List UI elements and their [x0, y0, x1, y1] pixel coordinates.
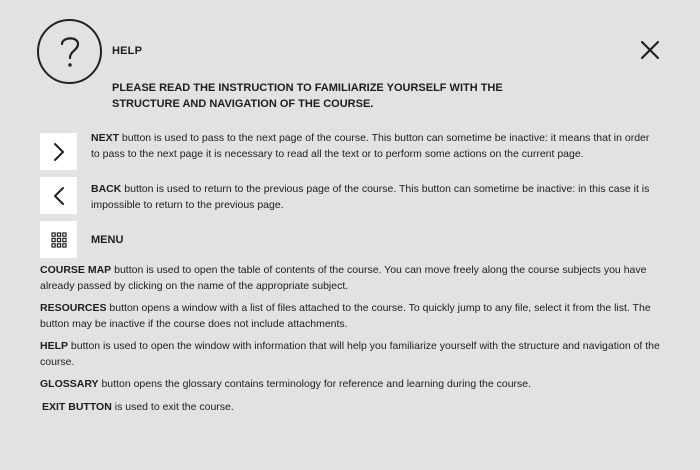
- next-description: [91, 131, 661, 162]
- glossary-description: [40, 377, 680, 393]
- next-button-tile: [40, 133, 77, 170]
- menu-label: MENU: [91, 234, 124, 246]
- chevron-right-icon: [51, 141, 67, 163]
- course-map-description: [40, 263, 680, 294]
- glossary-text: button opens the glossary contains terminology for reference and learning during the course.: [98, 378, 532, 390]
- resources-term: RESOURCES: [40, 302, 107, 314]
- resources-description: [40, 301, 680, 332]
- exit-text: is used to exit the course.: [111, 401, 234, 413]
- back-text: button is used to return to the previous page of the course. This button can sometime be inactive: in this case it is impossible to return to the previous page.: [91, 183, 650, 211]
- grid-menu-icon: [51, 232, 67, 248]
- glossary-term: GLOSSARY: [40, 378, 99, 390]
- exit-term: EXIT BUTTON: [42, 401, 112, 413]
- help-text: button is used to open the window with information that will help you familiarize yourself with the structure and navigation of the course.: [40, 340, 660, 368]
- help-term: HELP: [40, 340, 69, 352]
- course-map-term: COURSE MAP: [40, 264, 112, 276]
- chevron-left-icon: [51, 185, 67, 207]
- page-title: HELP: [112, 45, 143, 57]
- close-icon[interactable]: [638, 38, 662, 62]
- back-button-tile: [40, 177, 77, 214]
- next-text: button is used to pass to the next page of the course. This button can sometime be inactive: it means that in order to pass to the next page it is necessary to read all the text or to perform some actions on the current page.: [91, 132, 650, 160]
- question-mark-icon: [37, 19, 102, 84]
- menu-button-tile: [40, 221, 77, 258]
- back-description: [91, 182, 661, 213]
- next-term: NEXT: [91, 132, 120, 144]
- exit-description: [42, 400, 682, 416]
- back-term: BACK: [91, 183, 122, 195]
- course-map-text: button is used to open the table of contents of the course. You can move freely along the course subjects you have already passed by clicking on the name of the appropriate subject.: [40, 264, 647, 292]
- resources-text: button opens a window with a list of files attached to the course. To quickly jump to any file, select it from the list. The button may be inactive if the course does not include attachments.: [40, 302, 651, 330]
- help-description: [40, 339, 680, 370]
- intro-text: PLEASE READ THE INSTRUCTION TO FAMILIARIZE YOURSELF WITH THE STRUCTURE AND NAVIGATION OF THE COURSE.: [112, 82, 503, 110]
